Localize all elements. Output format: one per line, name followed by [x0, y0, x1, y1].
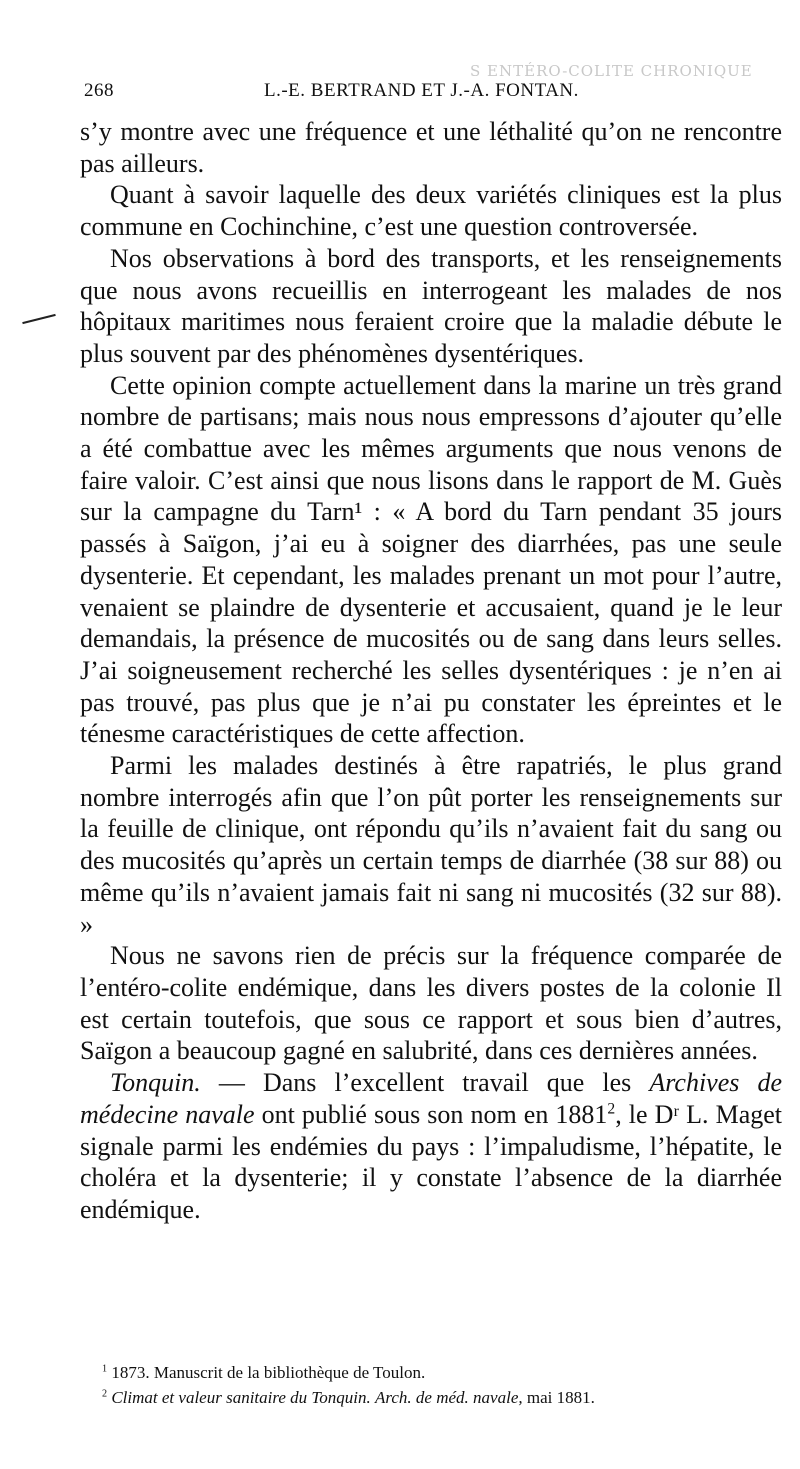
footnote: $^1$ 1873. Manuscrit de la bibliothèque de Toulon. [102, 1363, 426, 1382]
body-text [80, 116, 782, 1226]
page-number: 268 [84, 80, 114, 101]
bleed-through-text: S ENTÉRO-COLITE CHRONIQUE [470, 62, 753, 80]
paragraph-tonquin: Tonquin. — Dans l’excellent travail que les Archives de médecine navale ont publié sous son nom en 1881$^2$, le Dʳ L. Maget signale parmi les endémies du pays : l’impaludisme, l’hépatite, le choléra et la dysenterie; il y constate l’absence de la diarrhée endémique. [80, 1068, 782, 1224]
footnotes [80, 1360, 782, 1410]
journal-title: Archives de médecine navale [80, 1068, 782, 1129]
margin-pencil-mark [22, 314, 55, 324]
paragraph: Nos observations à bord des transports, et les renseignements que nous avons recueillis en interrogeant les malades de nos hôpitaux maritimes nous feraient croire que la maladie débute le plus souvent par des phénomènes dysentériques. [80, 243, 782, 368]
paragraph: s’y montre avec une fréquence et une léthalité qu’on ne rencontre pas ailleurs. [80, 117, 782, 178]
paragraph: Cette opinion compte actuellement dans la marine un très grand nombre de partisans; mais nous nous empressons d’ajouter qu’elle a été combattue avec les mêmes arguments que nous venons de faire valoir. C’est ainsi que nous lisons dans le rapport de M. Guès sur la campagne du Tarn¹ : « A bord du Tarn pendant 35 jours passés à Saïgon, j’ai eu à soigner des diarrhées, pas une seule dysenterie. Et cependant, les malades prenant un mot pour l’autre, venaient se plaindre de dysenterie et accusaient, quand je le leur demandais, la présence de mucosités ou de sang dans leurs selles. J’ai soigneusement recherché les selles dysentériques : je n’en ai pas trouvé, pas plus que je n’ai pu constater les épreintes et le ténesme caractéristiques de cette affection. [80, 370, 782, 749]
page-header [84, 80, 784, 110]
paragraph: Parmi les malades destinés à être rapatriés, le plus grand nombre interrogés afin que l’on pût porter les renseignements sur la feuille de clinique, ont répondu qu’ils n’avaient fait du sang ou des mucosités qu’après un certain temps de diarrhée (38 sur 88) ou même qu’ils n’avaient jamais fait ni sang ni mucosités (32 sur 88). » [80, 751, 782, 939]
footnote: $^2$ Climat et valeur sanitaire du Tonquin. Arch. de méd. navale, mai 1881. [102, 1388, 595, 1407]
running-head: L.-E. BERTRAND ET J.-A. FONTAN. [264, 80, 579, 101]
paragraph: Quant à savoir laquelle des deux variétés cliniques est la plus commune en Cochinchine, c’est une question controversée. [80, 180, 782, 242]
footnote-ref: 2 [607, 1100, 616, 1118]
paragraph: Nous ne savons rien de précis sur la fréquence comparée de l’entéro-colite endémique, dans les divers postes de la colonie Il est certain toutefois, que sous ce rapport et sous bien d’autres, Saïgon a beaucoup gagné en salubrité, dans ces dernières années. [80, 941, 782, 1066]
section-lead: Tonquin. [110, 1068, 201, 1098]
